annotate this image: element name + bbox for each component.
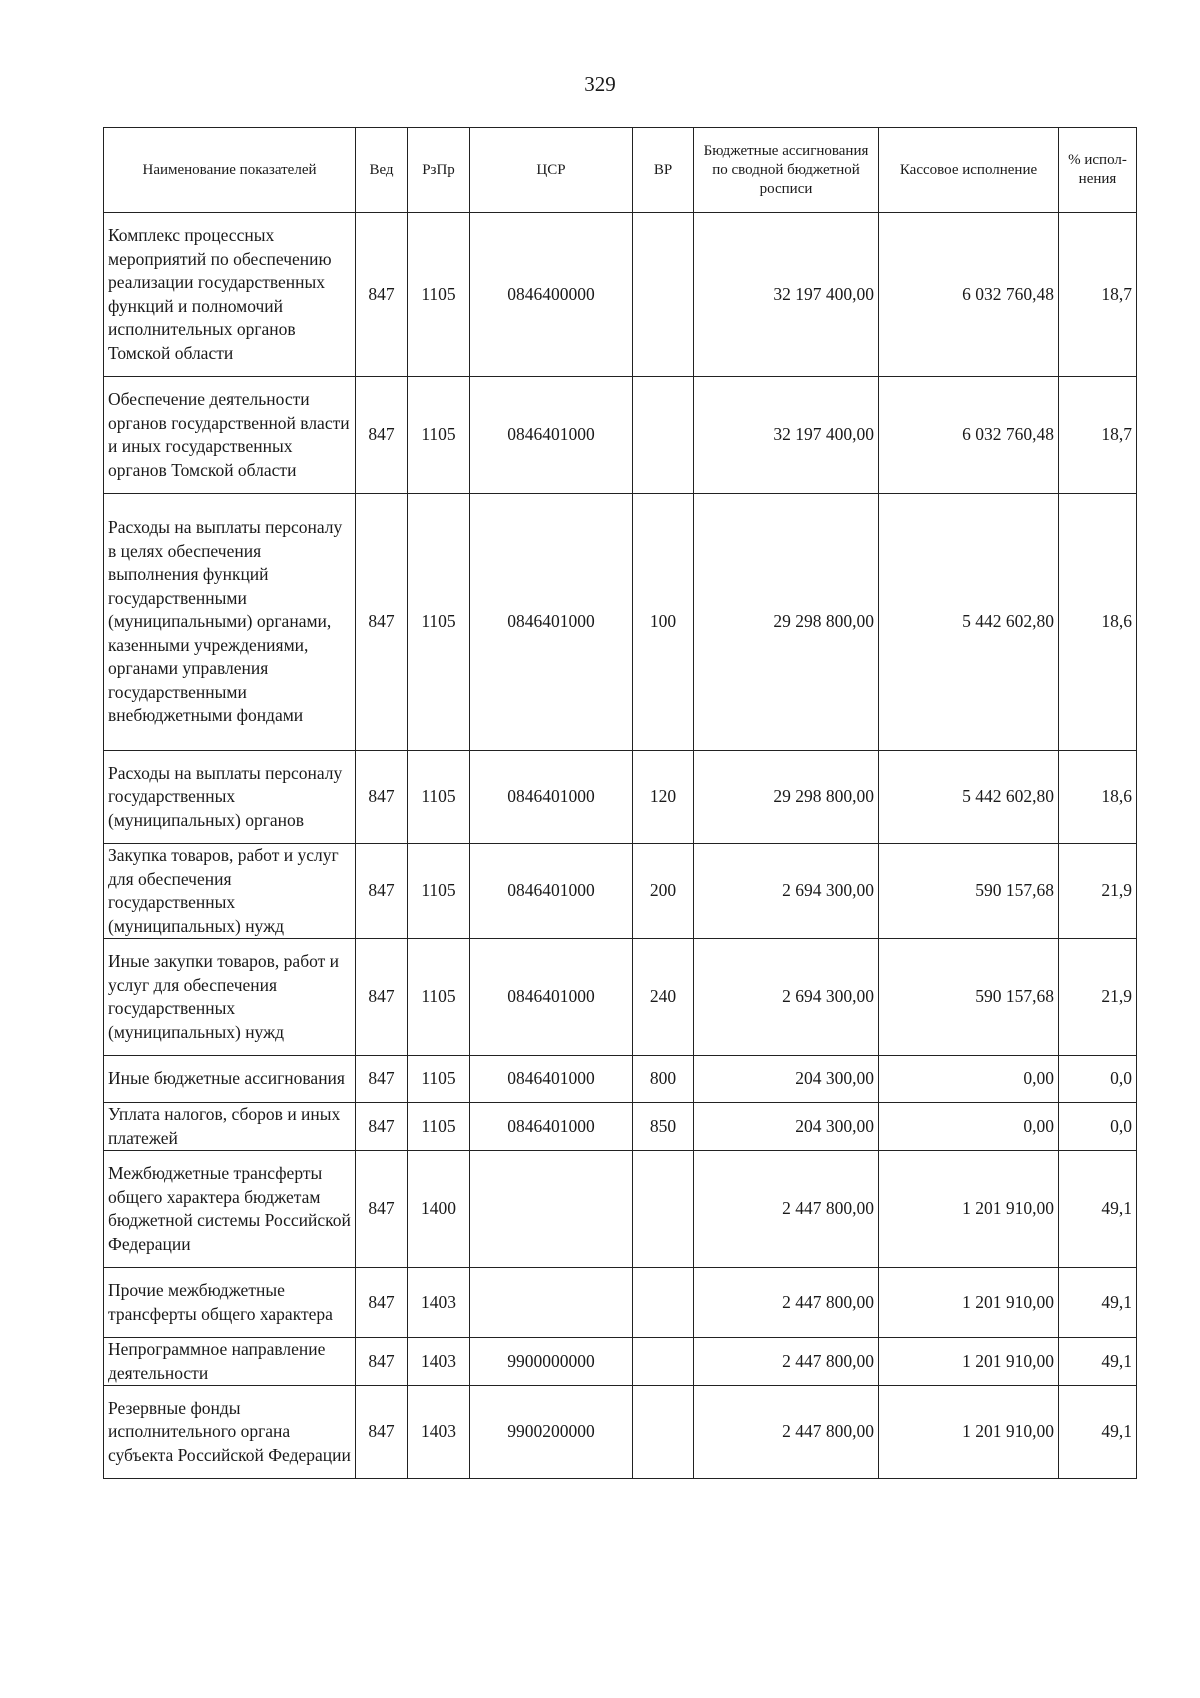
ved-cell: 847 xyxy=(356,751,408,844)
budget-assignment-cell: 29 298 800,00 xyxy=(694,751,879,844)
csr-cell: 0846401000 xyxy=(470,751,633,844)
cash-execution-cell: 6 032 760,48 xyxy=(879,377,1059,494)
table-row xyxy=(104,1268,1137,1338)
indicator-name-cell: Непрограммное направление деятельности xyxy=(104,1338,356,1386)
table-row xyxy=(104,939,1137,1056)
ved-cell: 847 xyxy=(356,213,408,377)
cash-execution-cell: 6 032 760,48 xyxy=(879,213,1059,377)
table-row xyxy=(104,1103,1137,1151)
indicator-name-cell: Комплекс процессных мероприятий по обеспечению реализации государственных функций и полномочий исполнительных органов Томской области xyxy=(104,213,356,377)
vr-cell: 120 xyxy=(633,751,694,844)
table-body xyxy=(104,213,1137,1479)
execution-percent-cell: 18,7 xyxy=(1059,377,1137,494)
vr-cell xyxy=(633,213,694,377)
cash-execution-cell: 1 201 910,00 xyxy=(879,1151,1059,1268)
table-row xyxy=(104,1056,1137,1103)
cash-execution-cell: 5 442 602,80 xyxy=(879,494,1059,751)
vr-cell: 850 xyxy=(633,1103,694,1151)
vr-cell xyxy=(633,1268,694,1338)
header-vr: ВР xyxy=(633,128,694,213)
csr-cell: 0846400000 xyxy=(470,213,633,377)
cash-execution-cell: 1 201 910,00 xyxy=(879,1386,1059,1479)
ved-cell: 847 xyxy=(356,1386,408,1479)
budget-assignment-cell: 32 197 400,00 xyxy=(694,213,879,377)
indicator-name-cell: Иные бюджетные ассигнования xyxy=(104,1056,356,1103)
rzpr-cell: 1403 xyxy=(408,1386,470,1479)
ved-cell: 847 xyxy=(356,377,408,494)
rzpr-cell: 1105 xyxy=(408,377,470,494)
vr-cell: 200 xyxy=(633,844,694,939)
table-row xyxy=(104,844,1137,939)
vr-cell: 240 xyxy=(633,939,694,1056)
ved-cell: 847 xyxy=(356,1268,408,1338)
budget-assignment-cell: 32 197 400,00 xyxy=(694,377,879,494)
ved-cell: 847 xyxy=(356,844,408,939)
budget-assignment-cell: 2 447 800,00 xyxy=(694,1151,879,1268)
execution-percent-cell: 0,0 xyxy=(1059,1056,1137,1103)
csr-cell: 0846401000 xyxy=(470,1103,633,1151)
table-header-row xyxy=(104,128,1137,213)
ved-cell: 847 xyxy=(356,1338,408,1386)
rzpr-cell: 1105 xyxy=(408,939,470,1056)
cash-execution-cell: 1 201 910,00 xyxy=(879,1338,1059,1386)
rzpr-cell: 1105 xyxy=(408,1056,470,1103)
execution-percent-cell: 0,0 xyxy=(1059,1103,1137,1151)
rzpr-cell: 1105 xyxy=(408,844,470,939)
budget-assignment-cell: 2 694 300,00 xyxy=(694,939,879,1056)
rzpr-cell: 1105 xyxy=(408,494,470,751)
header-budget-assignments: Бюджетные ассигнования по сводной бюджетной росписи xyxy=(694,128,879,213)
csr-cell: 9900000000 xyxy=(470,1338,633,1386)
vr-cell: 800 xyxy=(633,1056,694,1103)
table-row xyxy=(104,751,1137,844)
indicator-name-cell: Межбюджетные трансферты общего характера бюджетам бюджетной системы Российской Федерации xyxy=(104,1151,356,1268)
execution-percent-cell: 49,1 xyxy=(1059,1151,1137,1268)
cash-execution-cell: 590 157,68 xyxy=(879,939,1059,1056)
rzpr-cell: 1400 xyxy=(408,1151,470,1268)
rzpr-cell: 1105 xyxy=(408,751,470,844)
table-row xyxy=(104,213,1137,377)
budget-assignment-cell: 2 447 800,00 xyxy=(694,1268,879,1338)
table-row xyxy=(104,1338,1137,1386)
cash-execution-cell: 1 201 910,00 xyxy=(879,1268,1059,1338)
table-row xyxy=(104,1151,1137,1268)
header-cash-execution: Кассовое исполнение xyxy=(879,128,1059,213)
vr-cell: 100 xyxy=(633,494,694,751)
indicator-name-cell: Прочие межбюджетные трансферты общего характера xyxy=(104,1268,356,1338)
execution-percent-cell: 18,7 xyxy=(1059,213,1137,377)
header-indicator-name: Наименование показателей xyxy=(104,128,356,213)
ved-cell: 847 xyxy=(356,1151,408,1268)
indicator-name-cell: Иные закупки товаров, работ и услуг для обеспечения государственных (муниципальных) нужд xyxy=(104,939,356,1056)
execution-percent-cell: 49,1 xyxy=(1059,1386,1137,1479)
indicator-name-cell: Закупка товаров, работ и услуг для обеспечения государственных (муниципальных) нужд xyxy=(104,844,356,939)
csr-cell: 0846401000 xyxy=(470,494,633,751)
budget-assignment-cell: 2 447 800,00 xyxy=(694,1338,879,1386)
indicator-name-cell: Обеспечение деятельности органов государственной власти и иных государственных органов Томской области xyxy=(104,377,356,494)
cash-execution-cell: 0,00 xyxy=(879,1103,1059,1151)
ved-cell: 847 xyxy=(356,494,408,751)
vr-cell xyxy=(633,1338,694,1386)
indicator-name-cell: Расходы на выплаты персоналу государственных (муниципальных) органов xyxy=(104,751,356,844)
indicator-name-cell: Резервные фонды исполнительного органа субъекта Российской Федерации xyxy=(104,1386,356,1479)
csr-cell: 0846401000 xyxy=(470,377,633,494)
csr-cell: 0846401000 xyxy=(470,1056,633,1103)
cash-execution-cell: 590 157,68 xyxy=(879,844,1059,939)
budget-assignment-cell: 204 300,00 xyxy=(694,1103,879,1151)
ved-cell: 847 xyxy=(356,1103,408,1151)
indicator-name-cell: Расходы на выплаты персоналу в целях обеспечения выполнения функций государственными (муниципальными) органами, казенными учреждениями, органами управления государственными внебюджетными фондами xyxy=(104,494,356,751)
execution-percent-cell: 21,9 xyxy=(1059,939,1137,1056)
cash-execution-cell: 0,00 xyxy=(879,1056,1059,1103)
execution-percent-cell: 49,1 xyxy=(1059,1268,1137,1338)
table-row xyxy=(104,1386,1137,1479)
execution-percent-cell: 18,6 xyxy=(1059,751,1137,844)
rzpr-cell: 1105 xyxy=(408,213,470,377)
page-number: 329 xyxy=(584,72,616,96)
rzpr-cell: 1403 xyxy=(408,1268,470,1338)
header-csr: ЦСР xyxy=(470,128,633,213)
execution-percent-cell: 21,9 xyxy=(1059,844,1137,939)
csr-cell xyxy=(470,1151,633,1268)
budget-assignment-cell: 2 694 300,00 xyxy=(694,844,879,939)
header-rzpr: РзПр xyxy=(408,128,470,213)
header-execution-percent: % испол-нения xyxy=(1059,128,1137,213)
execution-percent-cell: 18,6 xyxy=(1059,494,1137,751)
budget-assignment-cell: 29 298 800,00 xyxy=(694,494,879,751)
csr-cell: 0846401000 xyxy=(470,939,633,1056)
vr-cell xyxy=(633,1151,694,1268)
budget-assignment-cell: 204 300,00 xyxy=(694,1056,879,1103)
header-ved: Вед xyxy=(356,128,408,213)
table-row xyxy=(104,377,1137,494)
vr-cell xyxy=(633,1386,694,1479)
ved-cell: 847 xyxy=(356,1056,408,1103)
vr-cell xyxy=(633,377,694,494)
rzpr-cell: 1105 xyxy=(408,1103,470,1151)
csr-cell xyxy=(470,1268,633,1338)
execution-percent-cell: 49,1 xyxy=(1059,1338,1137,1386)
budget-execution-table xyxy=(103,127,1137,1479)
csr-cell: 0846401000 xyxy=(470,844,633,939)
table-row xyxy=(104,494,1137,751)
indicator-name-cell: Уплата налогов, сборов и иных платежей xyxy=(104,1103,356,1151)
csr-cell: 9900200000 xyxy=(470,1386,633,1479)
ved-cell: 847 xyxy=(356,939,408,1056)
cash-execution-cell: 5 442 602,80 xyxy=(879,751,1059,844)
rzpr-cell: 1403 xyxy=(408,1338,470,1386)
budget-assignment-cell: 2 447 800,00 xyxy=(694,1386,879,1479)
